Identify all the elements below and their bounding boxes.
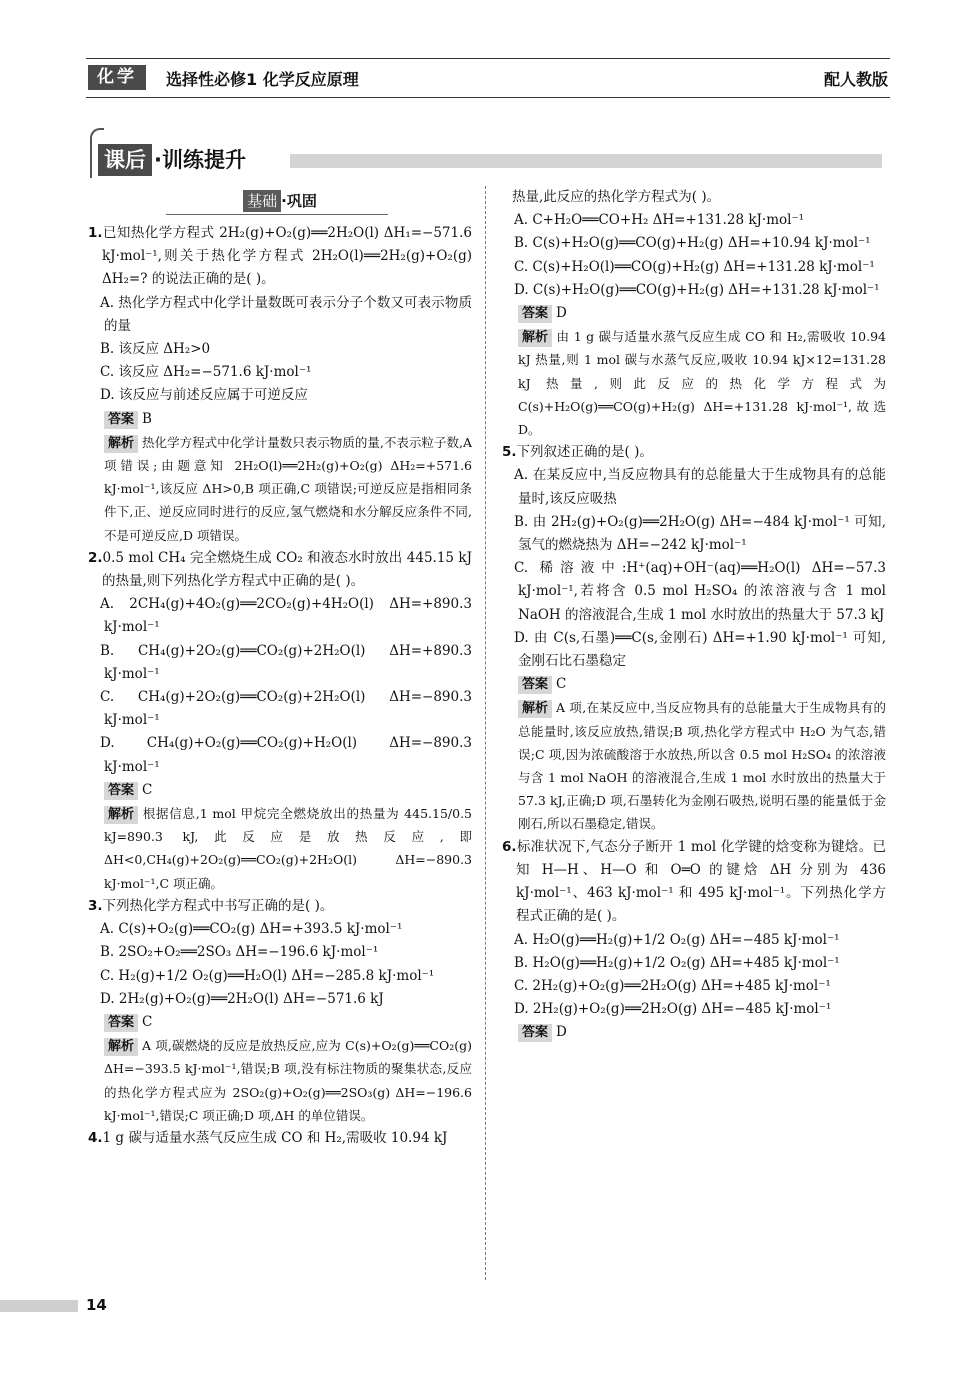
answer-tag: 答案 (104, 1014, 138, 1032)
left-question-list (88, 222, 472, 1150)
question-stem (88, 222, 472, 292)
answer-option: A. 在某反应中,当反应物具有的总能量大于生成物具有的总能量时,该反应吸热 (514, 467, 886, 507)
subsection-heading (88, 190, 472, 216)
question-text: 标准状况下,气态分子断开 1 mol 化学键的焓变称为键焓。已知 H—H、H—O 和 O═O 的键焓 ΔH 分别为 436 kJ·mol⁻¹、463 kJ·mol⁻¹ 和 495 kJ·mol⁻¹。下列热化学方程式正确的是( )。 (516, 838, 886, 925)
right-question-list (502, 186, 886, 1045)
question-continuation: 热量,此反应的热化学方程式为( )。 (512, 189, 721, 205)
explanation (88, 802, 472, 895)
edition-label: 配人教版 (823, 70, 888, 89)
answer-option: D. 2H₂(g)+O₂(g)══2H₂O(g) ΔH=−485 kJ·mol⁻¹ (514, 1001, 832, 1018)
answer-tag: 答案 (518, 1024, 552, 1042)
explanation-tag: 解析 (518, 329, 552, 347)
answer-option: A. 2CH₄(g)+4O₂(g)══2CO₂(g)+4H₂O(l) ΔH=+890.3 kJ·mol⁻¹ (100, 596, 472, 636)
question-number: 1. (88, 225, 103, 241)
answer-option: C. CH₄(g)+2O₂(g)══CO₂(g)+2H₂O(l) ΔH=−890.3 kJ·mol⁻¹ (100, 689, 472, 729)
explanation-tag: 解析 (104, 806, 138, 824)
answer-value: C (142, 1013, 153, 1030)
answer-line (502, 673, 886, 696)
question-text: 下列叙述正确的是( )。 (516, 444, 653, 461)
subject-badge: 化学 (88, 65, 146, 90)
explanation-tag: 解析 (104, 1038, 138, 1056)
question-number: 4. (88, 1129, 103, 1146)
answer-option: C. C(s)+H₂O(l)══CO(g)+H₂(g) ΔH=+131.28 kJ·mol⁻¹ (514, 258, 875, 275)
explanation-text: A 项,碳燃烧的反应是放热反应,应为 C(s)+O₂(g)══CO₂(g) ΔH=−393.5 kJ·mol⁻¹,错误;B 项,没有标注物质的聚集状态,反应的热化学方程式应为 2SO₂(g)+O₂(g)══2SO₃(g) ΔH=−196.6 kJ·mol⁻¹,错误;C 项正确;D 项,ΔH 的单位错误。 (104, 1038, 472, 1123)
answer-option: A. 热化学方程式中化学计量数既可表示分子个数又可表示物质的量 (100, 294, 472, 334)
subsection-text: ·巩固 (281, 192, 317, 210)
question-stem (88, 1127, 472, 1150)
question-stem (88, 547, 472, 593)
answer-option: B. C(s)+H₂O(g)══CO(g)+H₂(g) ΔH=+10.94 kJ·mol⁻¹ (514, 235, 871, 252)
answer-line (502, 1021, 886, 1044)
question-text: 下列热化学方程式中书写正确的是( )。 (102, 897, 334, 914)
answer-option: D. 该反应与前述反应属于可逆反应 (100, 387, 308, 404)
question-number: 5. (502, 444, 517, 461)
answer-option: B. 该反应 ΔH₂>0 (100, 341, 211, 358)
answer-tag: 答案 (518, 676, 552, 694)
question-number: 2. (88, 549, 103, 566)
answer-option: B. CH₄(g)+2O₂(g)══CO₂(g)+2H₂O(l) ΔH=+890.3 kJ·mol⁻¹ (100, 642, 472, 682)
question-number: 6. (502, 838, 517, 855)
answer-option: B. 由 2H₂(g)+O₂(g)══2H₂O(g) ΔH=−484 kJ·mol⁻¹ 可知,氢气的燃烧热为 ΔH=−242 kJ·mol⁻¹ (514, 513, 886, 554)
column-divider (485, 186, 486, 1280)
answer-option: C. H₂(g)+1/2 O₂(g)══H₂O(l) ΔH=−285.8 kJ·mol⁻¹ (100, 967, 435, 984)
answer-option: A. C(s)+O₂(g)══CO₂(g) ΔH=+393.5 kJ·mol⁻¹ (100, 921, 403, 938)
explanation (88, 431, 472, 547)
answer-tag: 答案 (104, 782, 138, 800)
left-column (88, 186, 472, 1150)
page-number: 14 (86, 1296, 107, 1314)
footer-bar (0, 1300, 78, 1312)
section-title-box: 课后 (98, 144, 152, 176)
answer-option: A. H₂O(g)══H₂(g)+1/2 O₂(g) ΔH=−485 kJ·mol⁻¹ (514, 931, 840, 948)
answer-option: C. 2H₂(g)+O₂(g)══2H₂O(g) ΔH=+485 kJ·mol⁻¹ (514, 977, 831, 994)
answer-option: D. 由 C(s,石墨)══C(s,金刚石) ΔH=+1.90 kJ·mol⁻¹ 可知,金刚石比石墨稳定 (514, 629, 886, 670)
question-text: 已知热化学方程式 2H₂(g)+O₂(g)══2H₂O(l) ΔH₁=−571.6 kJ·mol⁻¹,则关于热化学方程式 2H₂O(l)══2H₂(g)+O₂(g) ΔH₂=? 的说法正确的是( )。 (102, 225, 472, 288)
answer-line (88, 779, 472, 802)
right-column (502, 186, 886, 1045)
answer-option: B. 2SO₂+O₂══2SO₃ ΔH=−196.6 kJ·mol⁻¹ (100, 944, 379, 961)
answer-value: B (142, 410, 152, 427)
section-title-bar (290, 154, 882, 168)
question-stem (88, 895, 472, 918)
question-stem (502, 836, 886, 929)
section-title-text: ·训练提升 (154, 148, 246, 172)
answer-option: C. 稀溶液中:H⁺(aq)+OH⁻(aq)══H₂O(l) ΔH=−57.3 kJ·mol⁻¹,若将含 0.5 mol H₂SO₄ 的浓溶液与含 1 mol NaOH 的溶液混合,生成 1 mol 水时放出的热量大于 57.3 kJ (514, 560, 886, 623)
answer-value: C (556, 676, 567, 693)
explanation-tag: 解析 (518, 700, 552, 718)
explanation-text: 热化学方程式中化学计量数只表示物质的量,不表示粒子数,A 项错误;由题意知 2H₂O(l)══2H₂(g)+O₂(g) ΔH₂=+571.6 kJ·mol⁻¹,该反应 ΔH>0,B 项正确,C 项错误;可逆反应是指相同条件下,正、逆反应同时进行的反应,氢气燃烧和水分解反应条件不同,不是可逆反应,D 项错误。 (104, 434, 472, 543)
answer-option: D. C(s)+H₂O(g)══CO(g)+H₂(g) ΔH=+131.28 kJ·mol⁻¹ (514, 281, 880, 298)
answer-value: C (142, 781, 153, 798)
page-header (86, 58, 890, 98)
answer-option: C. 该反应 ΔH₂=−571.6 kJ·mol⁻¹ (100, 364, 312, 381)
answer-option: A. C+H₂O══CO+H₂ ΔH=+131.28 kJ·mol⁻¹ (514, 212, 805, 229)
question-stem (502, 441, 886, 464)
answer-line (88, 408, 472, 431)
section-title (98, 144, 246, 178)
book-title: 选择性必修1 化学反应原理 (166, 70, 359, 89)
explanation-tag: 解析 (104, 435, 138, 453)
answer-option: D. 2H₂(g)+O₂(g)══2H₂O(l) ΔH=−571.6 kJ (100, 990, 384, 1007)
subsection-underline (166, 214, 388, 215)
answer-tag: 答案 (104, 411, 138, 429)
answer-value: D (556, 1024, 567, 1041)
question-text: 1 g 碳与适量水蒸气反应生成 CO 和 H₂,需吸收 10.94 kJ (102, 1129, 448, 1146)
answer-line (502, 302, 886, 325)
answer-value: D (556, 305, 567, 322)
explanation (88, 1034, 472, 1127)
subsection-box: 基础 (243, 190, 281, 212)
question-text: 0.5 mol CH₄ 完全燃烧生成 CO₂ 和液态水时放出 445.15 kJ 的热量,则下列热化学方程式中正确的是( )。 (102, 549, 472, 590)
answer-option: B. H₂O(g)══H₂(g)+1/2 O₂(g) ΔH=+485 kJ·mol⁻¹ (514, 954, 840, 971)
explanation-text: 由 1 g 碳与适量水蒸气反应生成 CO 和 H₂,需吸收 10.94 kJ 热量,则 1 mol 碳与水蒸气反应,吸收 10.94 kJ×12=131.28 kJ 热量,则此反应的热化学方程式为 C(s)+H₂O(g)══CO(g)+H₂(g) ΔH=+131.28 kJ·mol⁻¹,故选 D。 (518, 329, 886, 438)
explanation-text: 根据信息,1 mol 甲烷完全燃烧放出的热量为 445.15/0.5 kJ=890.3 kJ,此反应是放热反应,即 ΔH<0,CH₄(g)+2O₂(g)══CO₂(g)+2H₂O(l) ΔH=−890.3 kJ·mol⁻¹,C 项正确。 (104, 806, 472, 891)
explanation (502, 696, 886, 835)
question-number: 3. (88, 897, 103, 914)
answer-tag: 答案 (518, 305, 552, 323)
answer-line (88, 1011, 472, 1034)
explanation-text: A 项,在某反应中,当反应物具有的总能量大于生成物具有的总能量时,该反应放热,错误;B 项,热化学方程式中 H₂O 为气态,错误;C 项,因为浓硫酸溶于水放热,所以含 0.5 mol H₂SO₄ 的浓溶液与含 1 mol NaOH 的溶液混合,生成 1 mol 水时放出的热量大于 57.3 kJ,正确;D 项,石墨转化为金刚石吸热,说明石墨的能量低于金刚石,所以石墨稳定,错误。 (518, 700, 886, 832)
explanation (502, 325, 886, 441)
answer-option: D. CH₄(g)+O₂(g)══CO₂(g)+H₂O(l) ΔH=−890.3 kJ·mol⁻¹ (100, 735, 472, 775)
